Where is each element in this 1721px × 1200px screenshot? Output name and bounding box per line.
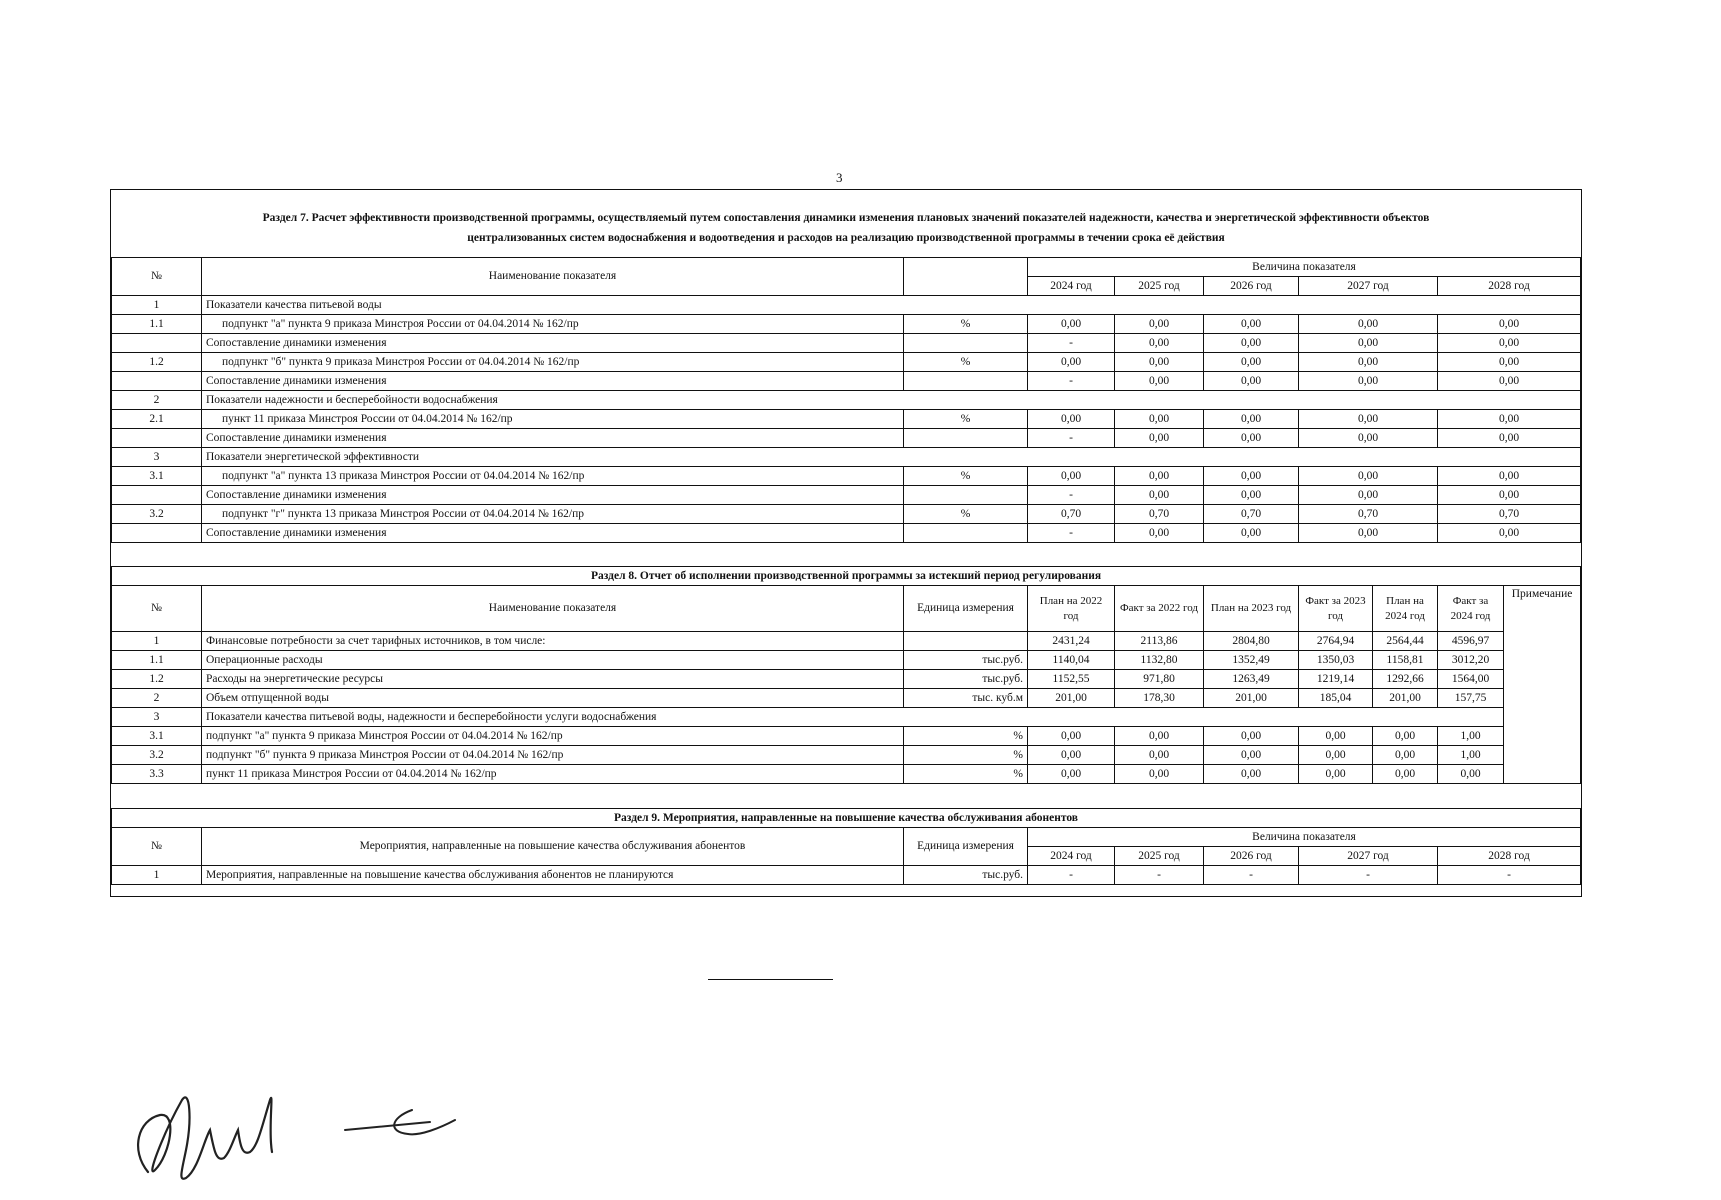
row-value: 1140,04 <box>1028 651 1115 670</box>
row-name: Расходы на энергетические ресурсы <box>202 670 904 689</box>
row-value: 157,75 <box>1438 689 1504 708</box>
row-value: 0,00 <box>1438 315 1581 334</box>
row-value: 0,70 <box>1028 505 1115 524</box>
row-value: 0,00 <box>1299 486 1438 505</box>
row-name: пункт 11 приказа Минстроя России от 04.04.2014 № 162/пр <box>202 765 904 784</box>
row-value: 0,70 <box>1204 505 1299 524</box>
row-value: 0,00 <box>1438 410 1581 429</box>
row-value: 4596,97 <box>1438 632 1504 651</box>
table-row <box>112 391 1581 410</box>
row-number: 2 <box>112 689 202 708</box>
table-row <box>112 708 1581 727</box>
s8-header-unit: Единица измерения <box>904 586 1028 632</box>
row-value: 971,80 <box>1115 670 1204 689</box>
row-name: подпункт "а" пункта 9 приказа Минстроя России от 04.04.2014 № 162/пр <box>202 727 904 746</box>
s9-header-value: Величина показателя <box>1028 828 1581 847</box>
row-name: Сопоставление динамики изменения <box>202 486 904 505</box>
row-value: 0,00 <box>1204 524 1299 543</box>
row-number: 3.2 <box>112 746 202 765</box>
table-row <box>112 334 1581 353</box>
table-row <box>112 866 1581 885</box>
table-row <box>112 505 1581 524</box>
row-number <box>112 429 202 448</box>
row-unit <box>904 524 1028 543</box>
row-value: 0,00 <box>1299 429 1438 448</box>
row-unit: % <box>904 315 1028 334</box>
section8-table <box>111 566 1581 784</box>
section7-title-line1: Раздел 7. Расчет эффективности производственной программы, осуществляемый путем сопоставления динамики изменения плановых значений показателей надежности, качества и энергетической эффективности объектов <box>262 212 1430 224</box>
row-number <box>112 372 202 391</box>
row-value: 0,00 <box>1115 372 1204 391</box>
row-name: подпункт "б" пункта 9 приказа Минстроя России от 04.04.2014 № 162/пр <box>202 746 904 765</box>
section7-title-line2: централизованных систем водоснабжения и водоотведения и расходов на реализацию производственной программы в течении срока её действия <box>467 232 1225 244</box>
row-value: - <box>1115 866 1204 885</box>
s9-year: 2025 год <box>1115 847 1204 866</box>
row-value: 1,00 <box>1438 727 1504 746</box>
row-value: 0,00 <box>1028 410 1115 429</box>
row-name: Объем отпущенной воды <box>202 689 904 708</box>
row-value: 0,00 <box>1299 315 1438 334</box>
row-value: 201,00 <box>1204 689 1299 708</box>
table-row <box>112 632 1581 651</box>
row-value: 0,70 <box>1299 505 1438 524</box>
row-value: 1219,14 <box>1299 670 1373 689</box>
s7-header-value: Величина показателя <box>1028 258 1581 277</box>
row-name: подпункт "г" пункта 13 приказа Минстроя России от 04.04.2014 № 162/пр <box>202 505 904 524</box>
table-row <box>112 467 1581 486</box>
row-value: 201,00 <box>1028 689 1115 708</box>
row-name: Сопоставление динамики изменения <box>202 524 904 543</box>
table-row <box>112 746 1581 765</box>
row-value: 0,00 <box>1115 467 1204 486</box>
row-number: 1 <box>112 296 202 315</box>
row-value: 0,00 <box>1299 410 1438 429</box>
s8-header-no: № <box>112 586 202 632</box>
row-unit: тыс. куб.м <box>904 689 1028 708</box>
row-value: 0,00 <box>1115 765 1204 784</box>
row-number: 1 <box>112 632 202 651</box>
s9-header-no: № <box>112 828 202 866</box>
s8-header-name: Наименование показателя <box>202 586 904 632</box>
row-value: 0,00 <box>1115 486 1204 505</box>
row-number: 3.2 <box>112 505 202 524</box>
row-number: 3.1 <box>112 467 202 486</box>
table-row <box>112 429 1581 448</box>
row-value: 0,00 <box>1204 486 1299 505</box>
row-unit: % <box>904 410 1028 429</box>
row-value: - <box>1028 486 1115 505</box>
s8-header-note: Примечание <box>1504 586 1581 784</box>
row-unit <box>904 632 1028 651</box>
row-value: 1564,00 <box>1438 670 1504 689</box>
row-value: 1352,49 <box>1204 651 1299 670</box>
row-value: 0,00 <box>1115 315 1204 334</box>
row-value: 0,00 <box>1438 353 1581 372</box>
row-unit: % <box>904 727 1028 746</box>
s7-year: 2025 год <box>1115 277 1204 296</box>
s9-header-name: Мероприятия, направленные на повышение качества обслуживания абонентов <box>202 828 904 866</box>
row-value: 201,00 <box>1373 689 1438 708</box>
row-value: 0,00 <box>1299 727 1373 746</box>
table-row <box>112 689 1581 708</box>
row-value: 0,00 <box>1115 524 1204 543</box>
row-name: Мероприятия, направленные на повышение качества обслуживания абонентов не планируются <box>202 866 904 885</box>
row-value: - <box>1438 866 1581 885</box>
table-row <box>112 410 1581 429</box>
row-value: 0,00 <box>1204 727 1299 746</box>
row-value: 0,00 <box>1204 765 1299 784</box>
row-number <box>112 486 202 505</box>
row-value: 0,00 <box>1204 353 1299 372</box>
row-name: подпункт "а" пункта 13 приказа Минстроя России от 04.04.2014 № 162/пр <box>202 467 904 486</box>
row-unit: % <box>904 505 1028 524</box>
page-number: 3 <box>836 170 843 185</box>
row-number: 3 <box>112 448 202 467</box>
row-value: - <box>1299 866 1438 885</box>
s7-header-unit <box>904 258 1028 296</box>
s9-year: 2026 год <box>1204 847 1299 866</box>
row-value: 1350,03 <box>1299 651 1373 670</box>
row-group-name: Показатели качества питьевой воды, надежности и бесперебойности услуги водоснабжения <box>202 708 1504 727</box>
s8-header-col: Факт за 2022 год <box>1115 586 1204 632</box>
row-value: 1292,66 <box>1373 670 1438 689</box>
row-value: 0,00 <box>1299 765 1373 784</box>
row-number: 3.3 <box>112 765 202 784</box>
row-value: 0,00 <box>1299 372 1438 391</box>
row-value: 0,00 <box>1028 353 1115 372</box>
row-unit: % <box>904 765 1028 784</box>
row-value: 3012,20 <box>1438 651 1504 670</box>
table-row <box>112 524 1581 543</box>
row-value: 0,00 <box>1028 727 1115 746</box>
row-number: 1.1 <box>112 315 202 334</box>
row-value: 178,30 <box>1115 689 1204 708</box>
row-number: 2 <box>112 391 202 410</box>
row-number: 2.1 <box>112 410 202 429</box>
row-value: 1158,81 <box>1373 651 1438 670</box>
s7-header-no: № <box>112 258 202 296</box>
table-row <box>112 670 1581 689</box>
section7-title <box>111 208 1581 248</box>
row-value: 0,00 <box>1373 727 1438 746</box>
signature-image <box>120 1060 480 1190</box>
row-value: 0,00 <box>1204 410 1299 429</box>
row-value: 0,00 <box>1204 315 1299 334</box>
row-unit <box>904 334 1028 353</box>
row-group-name: Показатели качества питьевой воды <box>202 296 1581 315</box>
row-value: 0,00 <box>1373 746 1438 765</box>
row-value: 1152,55 <box>1028 670 1115 689</box>
s8-header-col: Факт за 2024 год <box>1438 586 1504 632</box>
section9-table <box>111 808 1581 885</box>
s7-year: 2026 год <box>1204 277 1299 296</box>
row-value: 0,70 <box>1438 505 1581 524</box>
row-value: 0,00 <box>1204 372 1299 391</box>
row-value: - <box>1028 334 1115 353</box>
row-value: 1132,80 <box>1115 651 1204 670</box>
row-number: 1.2 <box>112 353 202 372</box>
s8-header-col: План на 2022 год <box>1028 586 1115 632</box>
s7-year: 2027 год <box>1299 277 1438 296</box>
table-row <box>112 765 1581 784</box>
row-value: 0,00 <box>1115 429 1204 448</box>
row-unit <box>904 372 1028 391</box>
row-value: 0,00 <box>1204 429 1299 448</box>
row-value: - <box>1028 429 1115 448</box>
row-value: 0,00 <box>1028 746 1115 765</box>
row-value: 1263,49 <box>1204 670 1299 689</box>
row-unit: тыс.руб. <box>904 651 1028 670</box>
row-name: Сопоставление динамики изменения <box>202 429 904 448</box>
table-row <box>112 448 1581 467</box>
document-frame <box>110 189 1582 897</box>
bottom-rule <box>708 979 833 980</box>
row-value: 0,00 <box>1299 746 1373 765</box>
row-number: 1.1 <box>112 651 202 670</box>
s7-year: 2024 год <box>1028 277 1115 296</box>
row-value: - <box>1028 524 1115 543</box>
table-row <box>112 486 1581 505</box>
row-value: 0,00 <box>1373 765 1438 784</box>
row-name: Финансовые потребности за счет тарифных источников, в том числе: <box>202 632 904 651</box>
row-unit: тыс.руб. <box>904 866 1028 885</box>
row-name: пункт 11 приказа Минстроя России от 04.04.2014 № 162/пр <box>202 410 904 429</box>
row-number: 3 <box>112 708 202 727</box>
row-number <box>112 334 202 353</box>
row-value: 0,00 <box>1299 334 1438 353</box>
row-value: 0,00 <box>1438 334 1581 353</box>
s9-year: 2028 год <box>1438 847 1581 866</box>
row-name: Сопоставление динамики изменения <box>202 334 904 353</box>
row-value: 0,00 <box>1299 467 1438 486</box>
row-value: 0,00 <box>1115 410 1204 429</box>
row-value: 0,00 <box>1115 727 1204 746</box>
row-value: 2113,86 <box>1115 632 1204 651</box>
row-unit: % <box>904 467 1028 486</box>
table-row <box>112 353 1581 372</box>
section9-title: Раздел 9. Мероприятия, направленные на повышение качества обслуживания абонентов <box>112 809 1581 828</box>
row-value: - <box>1028 866 1115 885</box>
row-value: 0,00 <box>1438 467 1581 486</box>
row-value: - <box>1204 866 1299 885</box>
row-value: 0,00 <box>1115 353 1204 372</box>
row-number: 3.1 <box>112 727 202 746</box>
row-value: 0,00 <box>1438 524 1581 543</box>
row-value: - <box>1028 372 1115 391</box>
row-number: 1.2 <box>112 670 202 689</box>
row-value: 185,04 <box>1299 689 1373 708</box>
row-value: 0,00 <box>1204 334 1299 353</box>
row-number <box>112 524 202 543</box>
row-name: подпункт "а" пункта 9 приказа Минстроя России от 04.04.2014 № 162/пр <box>202 315 904 334</box>
row-unit: % <box>904 353 1028 372</box>
row-unit <box>904 429 1028 448</box>
s9-year: 2027 год <box>1299 847 1438 866</box>
row-value: 0,00 <box>1438 765 1504 784</box>
s8-header-col: План на 2023 год <box>1204 586 1299 632</box>
s7-year: 2028 год <box>1438 277 1581 296</box>
row-value: 2764,94 <box>1299 632 1373 651</box>
row-value: 0,00 <box>1115 746 1204 765</box>
row-value: 0,00 <box>1115 334 1204 353</box>
table-row <box>112 315 1581 334</box>
s9-year: 2024 год <box>1028 847 1115 866</box>
s8-header-col: Факт за 2023 год <box>1299 586 1373 632</box>
row-value: 0,00 <box>1438 486 1581 505</box>
row-unit: тыс.руб. <box>904 670 1028 689</box>
row-value: 0,00 <box>1028 467 1115 486</box>
row-value: 0,00 <box>1299 524 1438 543</box>
row-value: 0,70 <box>1115 505 1204 524</box>
row-group-name: Показатели надежности и бесперебойности водоснабжения <box>202 391 1581 410</box>
row-value: 2431,24 <box>1028 632 1115 651</box>
row-unit <box>904 486 1028 505</box>
s7-header-name: Наименование показателя <box>202 258 904 296</box>
row-value: 0,00 <box>1438 429 1581 448</box>
row-group-name: Показатели энергетической эффективности <box>202 448 1581 467</box>
row-name: Сопоставление динамики изменения <box>202 372 904 391</box>
table-row <box>112 651 1581 670</box>
row-value: 0,00 <box>1028 765 1115 784</box>
section7-table <box>111 257 1581 543</box>
section8-title: Раздел 8. Отчет об исполнении производственной программы за истекший период регулирования <box>112 567 1581 586</box>
s8-header-col: План на 2024 год <box>1373 586 1438 632</box>
table-row <box>112 727 1581 746</box>
row-value: 1,00 <box>1438 746 1504 765</box>
row-value: 0,00 <box>1299 353 1438 372</box>
row-name: Операционные расходы <box>202 651 904 670</box>
table-row <box>112 296 1581 315</box>
row-value: 0,00 <box>1028 315 1115 334</box>
row-unit: % <box>904 746 1028 765</box>
row-value: 0,00 <box>1204 467 1299 486</box>
table-row <box>112 372 1581 391</box>
s9-header-unit: Единица измерения <box>904 828 1028 866</box>
row-value: 0,00 <box>1204 746 1299 765</box>
row-value: 0,00 <box>1438 372 1581 391</box>
row-name: подпункт "б" пункта 9 приказа Минстроя России от 04.04.2014 № 162/пр <box>202 353 904 372</box>
row-number: 1 <box>112 866 202 885</box>
row-value: 2564,44 <box>1373 632 1438 651</box>
row-value: 2804,80 <box>1204 632 1299 651</box>
